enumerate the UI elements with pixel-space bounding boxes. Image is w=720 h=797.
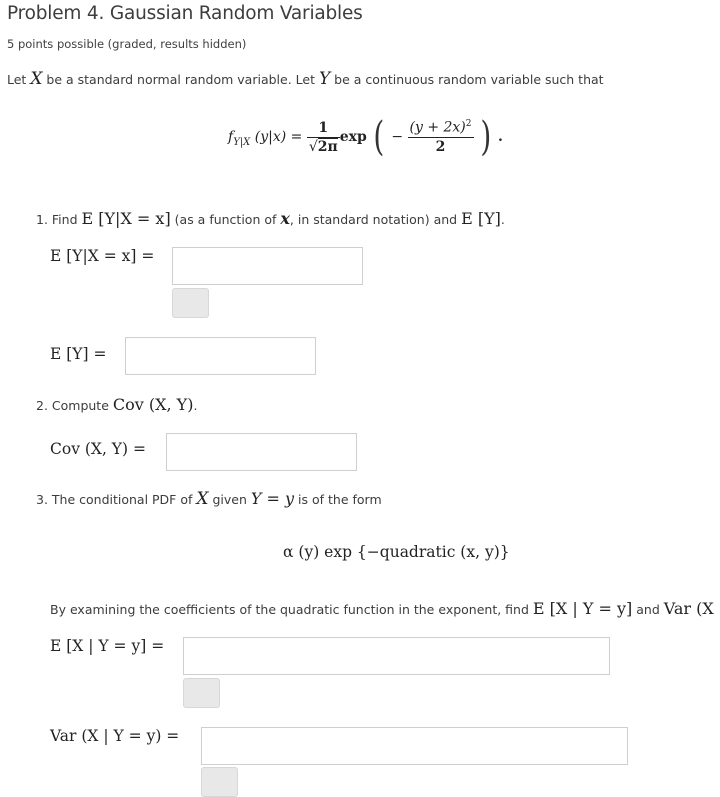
q3-conditional-expectation-input[interactable] — [183, 637, 610, 675]
q1-prompt: 1. Find E [Y|X = x] (as a function of x, in standard notation) and E [Y]. — [36, 209, 505, 228]
q3-label-conditional-expectation: E [X | Y = y] = — [50, 637, 165, 655]
q3-preview-button-2[interactable] — [201, 767, 238, 797]
q2-label-covariance: Cov (X, Y) = — [50, 440, 147, 458]
q1-preview-button[interactable] — [172, 288, 209, 318]
q2-covariance-input[interactable] — [166, 433, 357, 471]
conditional-pdf-formula: $f_{Y|X}$ (y|x) = $\frac{1}{√2\pi}$ exp ( − $\frac{(y + 2x)^2}{2}$ ) . — [228, 114, 503, 160]
q1-label-expectation: E [Y] = — [50, 345, 107, 363]
q1-conditional-expectation-input[interactable] — [172, 247, 363, 285]
q3-label-conditional-variance: Var (X | Y = y) = — [50, 727, 180, 745]
q3-conditional-variance-input[interactable] — [201, 727, 628, 765]
q1-expectation-input[interactable] — [125, 337, 316, 375]
constant-fraction: $\frac{1}{√2\pi}$ — [308, 119, 338, 155]
q2-prompt: 2. Compute Cov (X, Y). — [36, 395, 198, 414]
q3-preview-button-1[interactable] — [183, 678, 220, 708]
q3-prompt: 3. The conditional PDF of X given Y = y is of the form — [36, 489, 382, 509]
intro-text: Let X be a standard normal random variable. Let Y be a continuous random variable such that — [7, 69, 604, 89]
page-title: Problem 4. Gaussian Random Variables — [7, 3, 363, 24]
points-info: 5 points possible (graded, results hidden) — [7, 37, 247, 51]
exponent-fraction: $\frac{(y + 2x)^2}{2}$ — [409, 119, 472, 155]
q3-conditional-pdf-form: α (y) exp {−quadratic (x, y)} — [283, 543, 510, 561]
q3-description: By examining the coefficients of the quadratic function in the exponent, find E [X | Y = y] and Var (X — [50, 599, 714, 618]
q1-label-conditional-expectation: E [Y|X = x] = — [50, 247, 155, 265]
